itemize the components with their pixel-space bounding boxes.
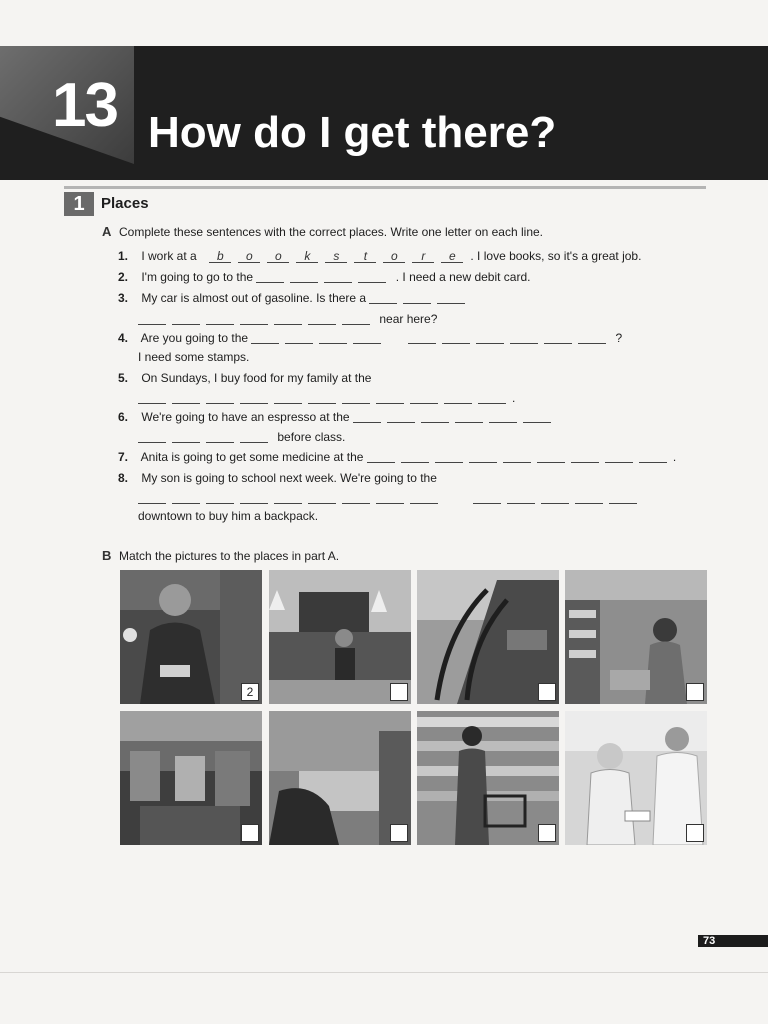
answer-blank[interactable] — [367, 450, 673, 466]
item-number: 2. — [118, 270, 129, 284]
answer-box[interactable] — [390, 683, 408, 701]
item-number: 8. — [118, 471, 129, 485]
answer-letter[interactable]: s — [325, 250, 347, 263]
item-8-line-3: downtown to buy him a backpack. — [138, 509, 319, 523]
post-office-photo — [269, 711, 411, 845]
answer-box[interactable] — [538, 683, 556, 701]
answer-letter[interactable]: o — [383, 250, 405, 263]
item-1 — [118, 249, 641, 263]
item-number: 7. — [118, 450, 129, 464]
item-text: before class. — [277, 430, 346, 444]
part-b-instruction: Match the pictures to the places in part A. — [119, 549, 340, 563]
item-text: My car is almost out of gasoline. Is there a — [141, 291, 367, 305]
item-3-line-2 — [138, 312, 437, 328]
item-number: 5. — [118, 371, 129, 385]
answer-blank[interactable] — [369, 291, 471, 307]
pharmacy-photo — [565, 711, 707, 845]
answer-blank[interactable] — [251, 331, 387, 347]
coffee-shop-photo — [269, 570, 411, 704]
unit-number: 13 — [52, 71, 117, 140]
unit-title: How do I get there? — [148, 108, 557, 157]
answer-letter[interactable]: b — [209, 250, 231, 263]
item-text: On Sundays, I buy food for my family at the — [141, 371, 372, 385]
item-5-line-2 — [138, 391, 515, 407]
item-7 — [118, 450, 676, 466]
item-4 — [118, 331, 622, 347]
bank-photo — [120, 570, 262, 704]
answer-box[interactable] — [686, 683, 704, 701]
supermarket-photo — [417, 711, 559, 845]
answer-blank[interactable] — [256, 270, 392, 286]
answer-blank[interactable] — [408, 331, 612, 347]
item-number: 4. — [118, 331, 129, 345]
item-5 — [118, 371, 371, 385]
answer-box[interactable]: 2 — [241, 683, 259, 701]
item-text: near here? — [379, 312, 438, 326]
clothing-store-photo — [120, 711, 262, 845]
answer-blank[interactable] — [138, 391, 512, 407]
answer-box[interactable] — [538, 824, 556, 842]
answer-box[interactable] — [686, 824, 704, 842]
answer-letter[interactable]: r — [412, 250, 434, 263]
section-number: 1 — [64, 192, 94, 216]
section-title: Places — [101, 195, 149, 212]
item-text: . — [672, 450, 677, 464]
answer-blank[interactable] — [138, 491, 444, 507]
answer-letter[interactable]: o — [267, 250, 289, 263]
item-6-line-2 — [138, 430, 345, 446]
answer-letter[interactable]: k — [296, 250, 318, 263]
item-text: Are you going to the — [140, 331, 249, 345]
item-number: 3. — [118, 291, 129, 305]
part-a-instruction: Complete these sentences with the correct places. Write one letter on each line. — [119, 225, 544, 239]
answer-blank[interactable] — [138, 312, 376, 328]
answer-letter[interactable]: e — [441, 250, 463, 263]
item-text: . I love books, so it's a great job. — [470, 249, 642, 263]
gas-station-photo — [417, 570, 559, 704]
item-8-line-2 — [138, 491, 643, 507]
item-text: . I need a new debit card. — [395, 270, 531, 284]
bookstore-photo — [565, 570, 707, 704]
answer-letter[interactable]: o — [238, 250, 260, 263]
item-4-line-2: I need some stamps. — [138, 350, 250, 364]
item-3 — [118, 291, 471, 307]
answer-blank[interactable] — [353, 410, 557, 426]
item-6 — [118, 410, 557, 426]
section-rule — [64, 186, 706, 189]
item-number: 1. — [118, 249, 129, 263]
item-text: We're going to have an espresso at the — [141, 410, 350, 424]
item-number: 6. — [118, 410, 129, 424]
item-text: . — [512, 391, 516, 405]
bottom-rule — [0, 972, 768, 973]
answer-box[interactable] — [390, 824, 408, 842]
part-b-letter: B — [102, 548, 112, 563]
item-text: Anita is going to get some medicine at the — [140, 450, 364, 464]
answer-blank[interactable] — [138, 430, 274, 446]
page-number: 73 — [703, 935, 716, 947]
item-text: I work at a — [141, 249, 197, 263]
answer-box[interactable] — [241, 824, 259, 842]
answer-letter[interactable]: t — [354, 250, 376, 263]
answer-blank[interactable] — [473, 491, 643, 507]
item-text: I'm going to go to the — [141, 270, 254, 284]
item-2 — [118, 270, 531, 286]
item-text: My son is going to school next week. We're going to the — [141, 471, 437, 485]
part-a-letter: A — [102, 224, 112, 239]
item-8 — [118, 471, 437, 485]
item-text: ? — [615, 331, 623, 345]
